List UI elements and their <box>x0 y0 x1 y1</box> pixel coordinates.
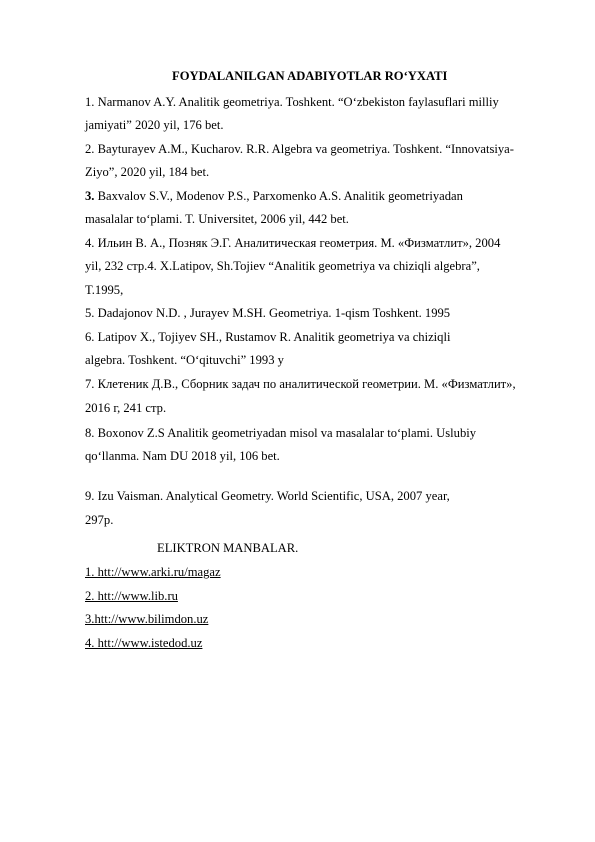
link-arki[interactable]: 1. htt://www.arki.ru/magaz <box>85 565 221 579</box>
electronic-sources-heading: ELIKTRON MANBALAR. <box>157 541 299 555</box>
reference-3-number: 3. <box>85 189 95 203</box>
link-bilimdon[interactable]: 3.htt://www.bilimdon.uz <box>85 612 209 626</box>
reference-8-line-1: 8. Boxonov Z.S Analitik geometriyadan misol va masalalar to‘plami. Uslubiy <box>85 426 477 440</box>
reference-7-line-1: 7. Клетеник Д.В., Сборник задач по аналитической геометрии. М. «Физматлит», <box>85 377 516 391</box>
reference-6-line-1: 6. Latipov X., Tojiyev SH., Rustamov R. Analitik geometriya va chiziqli <box>85 330 451 344</box>
reference-3-line-1 <box>85 188 463 204</box>
reference-5-line-1: 5. Dadajonov N.D. , Jurayev M.SH. Geometriya. 1-qism Toshkent. 1995 <box>85 306 451 320</box>
reference-9-line-1: 9. Izu Vaisman. Analytical Geometry. World Scientific, USA, 2007 year, <box>85 489 450 503</box>
reference-2-line-2: Ziyo”, 2020 yil, 184 bet. <box>85 165 210 179</box>
reference-4-line-2: yil, 232 стр.4. X.Latipov, Sh.Tojiev “Analitik geometriya va chiziqli algebra”, <box>85 259 480 273</box>
reference-4-line-1: 4. Ильин В. А., Позняк Э.Г. Аналитическая геометрия. М. «Физматлит», 2004 <box>85 236 501 250</box>
reference-3-line-2: masalalar to‘plami. T. Universitet, 2006 yil, 442 bet. <box>85 212 349 226</box>
page-title: FOYDALANILGAN ADABIYOTLAR RO‘YXATI <box>172 69 448 83</box>
link-lib[interactable]: 2. htt://www.lib.ru <box>85 589 178 603</box>
reference-4-line-3: T.1995, <box>85 283 124 297</box>
reference-1-line-2: jamiyati” 2020 yil, 176 bet. <box>85 118 224 132</box>
reference-9-line-2: 297p. <box>85 513 114 527</box>
link-istedod[interactable]: 4. htt://www.istedod.uz <box>85 636 203 650</box>
reference-6-line-2: algebra. Toshkent. “O‘qituvchi” 1993 y <box>85 353 284 367</box>
reference-2-line-1: 2. Bayturayev A.M., Kucharov. R.R. Algebra va geometriya. Toshkent. “Innovatsiya- <box>85 142 514 156</box>
reference-7-line-2: 2016 г, 241 стр. <box>85 401 167 415</box>
reference-3-text: Baxvalov S.V., Modenov P.S., Parxomenko A.S. Analitik geometriyadan <box>94 189 463 203</box>
reference-1-line-1: 1. Narmanov A.Y. Analitik geometriya. Toshkent. “O‘zbekiston faylasuflari milliy <box>85 95 499 109</box>
reference-8-line-2: qo‘llanma. Nam DU 2018 yil, 106 bet. <box>85 449 280 463</box>
